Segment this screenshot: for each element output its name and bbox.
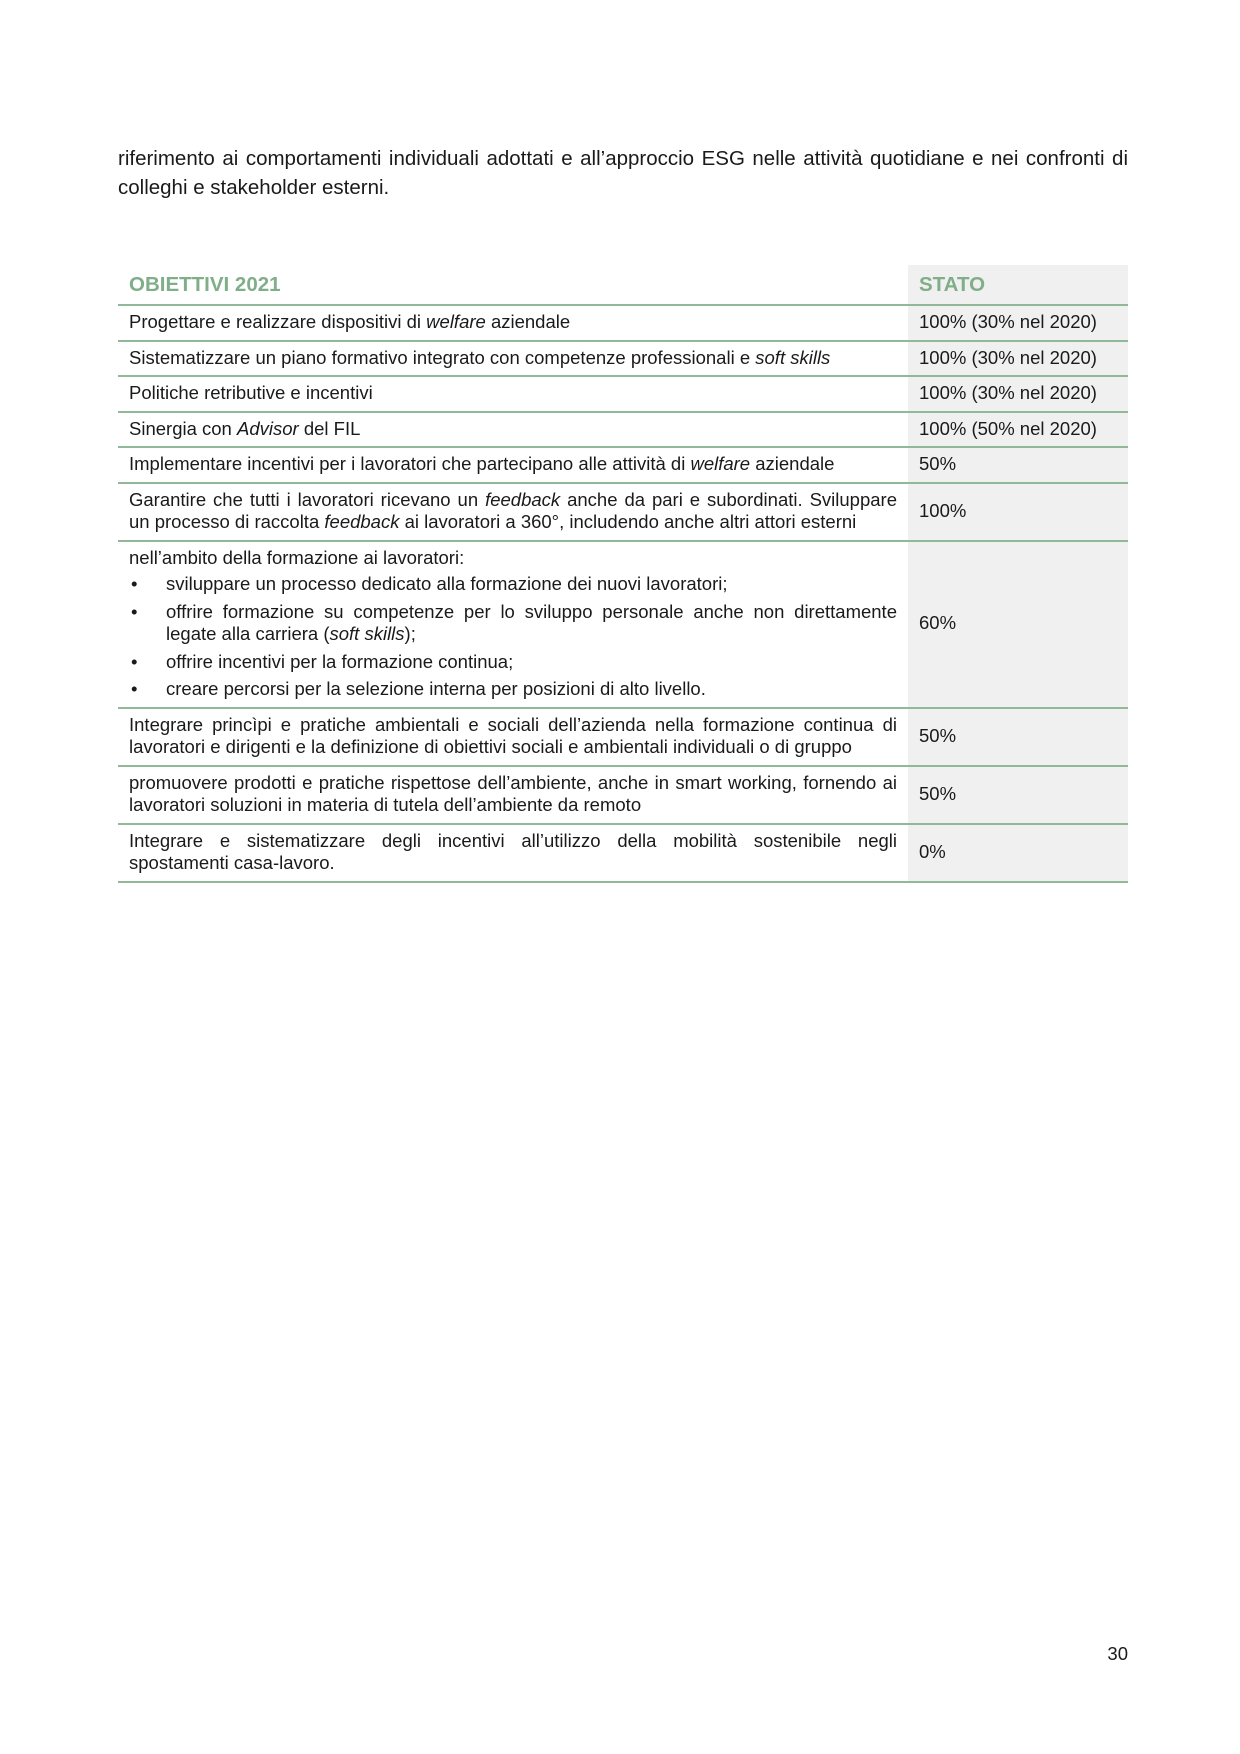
table-row	[118, 341, 1128, 377]
objective-cell	[118, 412, 908, 448]
list-item	[129, 678, 897, 701]
objectives-table	[118, 265, 1128, 883]
status-cell: 100% (30% nel 2020)	[908, 341, 1128, 377]
text-run: Integrare e sistematizzare degli incentivi all’utilizzo della mobilità sostenibile negli spostamenti casa-lavoro.	[129, 829, 897, 873]
objective-text	[129, 547, 897, 570]
italic-text-run: Advisor	[236, 417, 299, 439]
text-run: sviluppare un processo dedicato alla formazione dei nuovi lavoratori;	[166, 573, 728, 594]
objective-text	[129, 418, 897, 441]
list-item	[129, 651, 897, 674]
status-cell: 60%	[908, 541, 1128, 708]
italic-text-run: feedback	[324, 511, 400, 532]
table-row	[118, 824, 1128, 882]
status-cell: 100% (30% nel 2020)	[908, 305, 1128, 341]
table-row	[118, 412, 1128, 448]
text-run: creare percorsi per la selezione interna per posizioni di alto livello.	[166, 678, 706, 699]
text-run: Implementare incentivi per i lavoratori che partecipano alle attività di	[129, 453, 691, 474]
table-row	[118, 483, 1128, 541]
text-run: del FIL	[298, 417, 361, 439]
objective-cell	[118, 305, 908, 341]
italic-text-run: feedback	[485, 488, 561, 510]
status-cell: 0%	[908, 824, 1128, 882]
text-run: aziendale	[485, 311, 571, 332]
objective-text	[129, 453, 897, 476]
bullet-icon: •	[131, 573, 138, 594]
objective-cell	[118, 824, 908, 882]
italic-text-run: soft skills	[755, 346, 831, 368]
objective-cell	[118, 376, 908, 412]
list-item	[129, 601, 897, 646]
italic-text-run: welfare	[690, 453, 751, 474]
objective-cell	[118, 766, 908, 824]
intro-paragraph: riferimento ai comportamenti individuali adottati e all’approccio ESG nelle attività quotidiane e nei confronti di colleghi e stakeholder esterni.	[118, 147, 1128, 199]
italic-text-run: soft skills	[329, 623, 405, 644]
objective-text	[129, 772, 897, 817]
status-cell: 50%	[908, 447, 1128, 483]
table-row	[118, 541, 1128, 708]
text-run: Integrare princìpi e pratiche ambientali e sociali dell’azienda nella formazione continua di lavoratori e dirigenti e la definizione di obiettivi sociali e ambientali individuali o di gruppo	[129, 713, 897, 757]
text-run: Politiche retributive e incentivi	[129, 382, 373, 403]
objective-cell	[118, 341, 908, 377]
italic-text-run: welfare	[426, 311, 486, 332]
text-run: aziendale	[750, 453, 835, 474]
text-run: Progettare e realizzare dispositivi di	[129, 311, 427, 332]
table-row	[118, 376, 1128, 412]
status-cell: 50%	[908, 766, 1128, 824]
text-run: ai lavoratori a 360°, includendo anche altri attori esterni	[399, 511, 857, 532]
objective-text	[129, 347, 897, 370]
list-item	[129, 573, 897, 596]
objective-cell	[118, 708, 908, 766]
text-run: offrire formazione su competenze per lo sviluppo personale anche non direttamente legate alla carriera (	[166, 600, 897, 644]
bullet-icon: •	[131, 600, 138, 622]
text-run: anche da pari e subordinati. Sviluppare un processo di raccolta	[129, 488, 897, 532]
objective-cell	[118, 447, 908, 483]
table-row	[118, 305, 1128, 341]
objective-text	[129, 714, 897, 759]
text-run: offrire incentivi per la formazione continua;	[166, 650, 514, 672]
text-run: promuovere prodotti e pratiche rispettose dell’ambiente, anche in smart working, fornendo ai lavoratori soluzioni in materia di tutela dell’ambiente da remoto	[129, 771, 897, 815]
text-run: Garantire che tutti i lavoratori ricevano un	[129, 488, 486, 510]
table-body	[118, 305, 1128, 882]
objective-text	[129, 830, 897, 875]
table-header-row	[118, 265, 1128, 305]
objective-text	[129, 311, 897, 334]
text-run: Sistematizzare un piano formativo integrato con competenze professionali e	[129, 346, 756, 368]
text-run: nell’ambito della formazione ai lavoratori:	[129, 546, 465, 568]
header-status: STATO	[908, 265, 1128, 305]
objectives-table-container	[118, 265, 1128, 883]
objective-bullet-list	[129, 573, 897, 701]
table-row	[118, 447, 1128, 483]
status-cell: 100% (50% nel 2020)	[908, 412, 1128, 448]
status-cell: 100%	[908, 483, 1128, 541]
bullet-icon: •	[131, 678, 138, 699]
objective-text	[129, 382, 897, 405]
status-cell: 50%	[908, 708, 1128, 766]
objective-cell	[118, 541, 908, 708]
bullet-icon: •	[131, 650, 138, 672]
table-row	[118, 766, 1128, 824]
table-row	[118, 708, 1128, 766]
objective-cell	[118, 483, 908, 541]
objective-text	[129, 489, 897, 534]
page-number: 30	[1107, 1643, 1128, 1664]
status-cell: 100% (30% nel 2020)	[908, 376, 1128, 412]
header-objectives: OBIETTIVI 2021	[118, 265, 908, 305]
text-run: );	[404, 623, 416, 644]
text-run: Sinergia con	[129, 417, 237, 439]
